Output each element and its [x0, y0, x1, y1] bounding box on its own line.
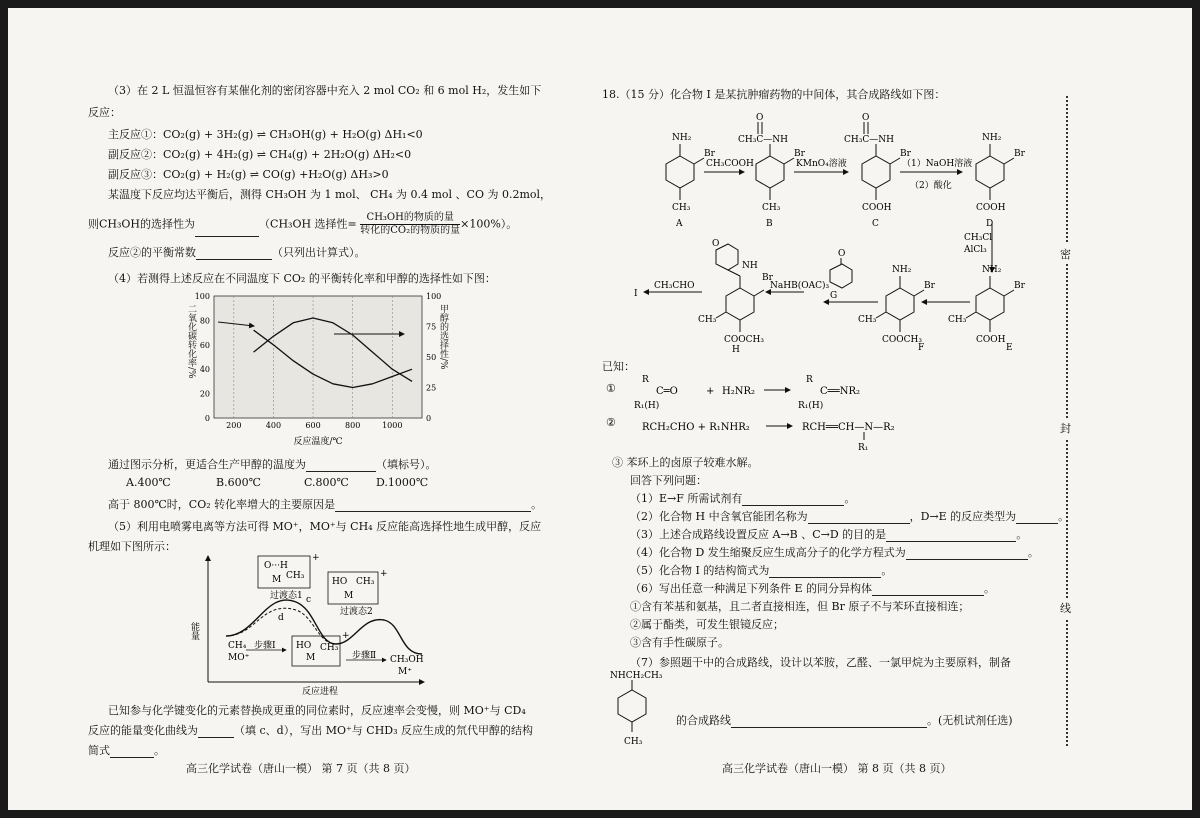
reactant-ch4: CH₄	[228, 641, 247, 651]
a3-label: （3）上述合成路线设置反应 A→B 、C→D 的目的是	[630, 528, 887, 541]
product-m: M⁺	[398, 667, 412, 677]
answer-blank-a6[interactable]	[872, 583, 984, 596]
ring-a	[666, 156, 694, 188]
equilibrium-constant-line	[108, 244, 366, 260]
a3-line: （3）上述合成路线设置反应 A→B 、C→D 的目的是 。	[630, 528, 1028, 541]
a7-post: 。(无机试剂任选)	[927, 714, 1013, 727]
q5-known2-line	[88, 722, 533, 738]
k1-carbonyl: C═O	[656, 386, 678, 397]
k1-amine: H₂NR₂	[722, 386, 756, 397]
k2-r1: R₁	[858, 443, 869, 452]
k2-reactants: RCH₂CHO + R₁NHR₂	[642, 422, 750, 433]
answer-blank-k[interactable]	[196, 247, 272, 260]
f-ch3: CH₃	[858, 315, 877, 325]
option-c: C.800℃	[304, 476, 349, 489]
f-cooch3: COOCH₃	[882, 335, 922, 345]
selectivity-def-label: （CH₃OH 选择性=	[259, 217, 357, 231]
selectivity-line	[88, 212, 517, 237]
a2-label: （2）化合物 H 中含氧官能团名称为	[630, 510, 808, 523]
reagent-cd-2: （2）酸化	[910, 181, 952, 191]
known-3: ③ 苯环上的卤原子较难水解。	[612, 456, 759, 469]
ts1-label: 过渡态1	[270, 591, 303, 601]
e-ch3: CH₃	[948, 315, 967, 325]
q3-intro-2: 反应：	[88, 106, 121, 119]
left-axis-label: 二氧化碳转化率/%	[186, 304, 196, 379]
a7-route-label: 的合成路线	[676, 714, 731, 727]
h-ch3: CH₃	[698, 315, 717, 325]
answer-blank-a2a[interactable]	[808, 511, 910, 524]
answer-blank-a1[interactable]	[742, 493, 844, 506]
d-nh2: NH₂	[982, 133, 1002, 143]
energy-xlabel: 反应进程	[302, 687, 339, 696]
a-ch3: CH₃	[672, 203, 691, 213]
a1-label: （1）E→F 所需试剂有	[630, 492, 743, 505]
y-right-tick-label: 25	[426, 383, 437, 393]
a5-line: （5）化合物 I 的结构简式为 。	[630, 564, 893, 577]
q4-hint: （填标号）。	[376, 458, 437, 471]
int-m: M	[306, 653, 316, 663]
a5-label: （5）化合物 I 的结构简式为	[630, 564, 770, 577]
footer-page8: 高三化学试卷（唐山一模） 第 8 页（共 8 页）	[722, 762, 952, 775]
option-a: A.400℃	[126, 476, 171, 489]
x-axis-label: 反应温度/℃	[293, 437, 343, 447]
side-reaction-3: 副反应③：CO₂(g) + H₂(g) ⇌ CO(g) +H₂O(g) ΔH₃>0	[108, 168, 389, 181]
reagent-ketone-o: O	[838, 249, 846, 259]
product-ch3oh: CH₃OH	[390, 655, 424, 665]
k2-num: ②	[606, 416, 616, 429]
ring-f	[886, 288, 914, 320]
fraction-numerator: CH₃OH的物质的量	[360, 212, 460, 225]
h-cooch3: COOCH₃	[724, 335, 764, 345]
q3-intro: （3）在 2 L 恒温恒容有某催化剂的密闭容器中充入 2 mol CO₂ 和 6 mol H₂，发生如下	[108, 84, 542, 97]
y-right-tick-label: 50	[426, 353, 437, 362]
q5-known1: 已知参与化学键变化的元素替换成更重的同位素时，反应速率会变慢，则 MO⁺与 CD₄	[108, 704, 526, 717]
target-molecule	[608, 670, 668, 752]
x-tick-label: 200	[226, 421, 242, 430]
exam-sheet	[8, 8, 1192, 810]
ring-b	[756, 156, 784, 188]
ts1-m: M	[272, 575, 282, 585]
q5-known3-line: 简式 。	[88, 744, 165, 757]
k1-r: R	[642, 375, 649, 385]
y-left-tick-label: 40	[199, 365, 210, 375]
x-tick-label: 600	[305, 421, 321, 430]
reagent-cd-1: （1）NaOH溶液	[902, 159, 973, 169]
ts1-ch3: CH₃	[286, 571, 305, 581]
conversion-selectivity-chart	[184, 292, 454, 452]
seal-mi: 密	[1060, 244, 1071, 264]
a2-line: （2）化合物 H 中含氧官能团名称为 ，D→E 的反应类型为 。	[630, 510, 1070, 523]
k2-product: RCH══CH—N—R₂	[802, 422, 895, 433]
seal-feng: 封	[1060, 418, 1071, 438]
q4-reason-line: 高于 800℃时，CO₂ 转化率增大的主要原因是 。	[108, 498, 543, 511]
k1-prod-r: R	[806, 375, 813, 385]
h-br: Br	[762, 273, 773, 283]
ts2-ho: HO	[332, 577, 348, 587]
q4-reason-label: 高于 800℃时，CO₂ 转化率增大的主要原因是	[108, 498, 336, 511]
label-i: I	[634, 289, 638, 299]
q4-analysis-label: 通过图示分析，更适合生产甲醇的温度为	[108, 458, 306, 471]
x-tick-label: 800	[345, 421, 361, 430]
y-right-tick-label: 0	[426, 414, 432, 423]
footer-page7: 高三化学试卷（唐山一模） 第 7 页（共 8 页）	[186, 762, 416, 775]
int-ch3: CH₃	[320, 643, 339, 653]
selectivity-fraction	[360, 212, 460, 237]
answer-blank-selectivity[interactable]	[195, 224, 259, 237]
y-left-tick-label: 0	[204, 414, 210, 423]
k1-plus: +	[706, 386, 715, 397]
a1-line: （1）E→F 所需试剂有 。	[630, 492, 856, 505]
ts2-m: M	[344, 591, 354, 601]
answer-blank-a2b[interactable]	[1016, 511, 1058, 524]
reagent-gh: NaHB(OAC)₃	[770, 281, 830, 291]
k1-r1: R₁(H)	[634, 401, 660, 410]
y-right-tick-label: 100	[426, 292, 442, 301]
energy-ylabel: 能量	[189, 622, 199, 640]
condition-2: ②属于酯类，可发生银镜反应；	[630, 618, 784, 631]
known-reaction-1	[602, 370, 902, 410]
option-b: B.600℃	[216, 476, 261, 489]
b-nhac: CH₃C—NH	[738, 135, 788, 145]
main-reaction: 主反应①：CO₂(g) + 3H₂(g) ⇌ CH₃OH(g) + H₂O(g) ΔH₁<0	[108, 128, 423, 141]
a4-label: （4）化合物 D 发生缩聚反应生成高分子的化学方程式为	[630, 546, 906, 559]
b-o: O	[756, 113, 764, 123]
answer-heading: 回答下列问题：	[630, 474, 707, 487]
k1-product: C══NR₂	[820, 386, 860, 397]
d-br: Br	[1014, 149, 1025, 159]
a4-line: （4）化合物 D 发生缩聚反应生成高分子的化学方程式为 。	[630, 546, 1039, 559]
a6-label: （6）写出任意一种满足下列条件 E 的同分异构体	[630, 582, 873, 595]
int-ho: HO	[296, 641, 312, 651]
step1-label: 步骤Ⅰ	[254, 641, 276, 651]
e-cooh: COOH	[976, 335, 1006, 345]
answer-blank-a3[interactable]	[886, 529, 1016, 542]
condition-1: ①含有苯基和氨基，且二者直接相连，但 Br 原子不与苯环直接相连；	[630, 600, 970, 613]
ts2-plus: +	[380, 569, 388, 579]
y-left-tick-label: 20	[199, 389, 210, 399]
ring-d	[976, 156, 1004, 188]
q5-known3-label: 简式	[88, 744, 110, 757]
y-left-tick-label: 60	[199, 340, 210, 350]
x-tick-label: 1000	[382, 421, 403, 430]
f-nh2: NH₂	[892, 265, 912, 275]
ketone-ring-reagent	[830, 264, 852, 288]
answer-blank-a5[interactable]	[769, 565, 881, 578]
b-br: Br	[794, 149, 805, 159]
answer-blank-reason[interactable]	[335, 499, 531, 512]
label-b: B	[766, 219, 773, 229]
curve-d-label: d	[278, 613, 284, 623]
f-br: Br	[924, 281, 935, 291]
k1-num: ①	[606, 382, 616, 395]
ts1-plus: +	[312, 553, 320, 563]
target-ch3: CH₃	[624, 737, 643, 747]
energy-diagram	[186, 550, 436, 696]
equilibrium-text: 某温度下反应均达平衡后，测得 CH₃OH 为 1 mol、 CH₄ 为 0.4 mol 、CO 为 0.2mol，	[108, 188, 552, 201]
c-nhac: CH₃C—NH	[844, 135, 894, 145]
q18-title: 18.（15 分）化合物 I 是某抗肿瘤药物的中间体，其合成路线如下图：	[602, 88, 946, 101]
label-f: F	[918, 343, 925, 353]
q5-line1: （5）利用电喷雾电离等方法可得 MO⁺，MO⁺与 CH₄ 反应能高选择性地生成甲醇，反应	[108, 520, 542, 533]
y-left-tick-label: 80	[199, 316, 210, 326]
a6-line: （6）写出任意一种满足下列条件 E 的同分异构体 。	[630, 582, 996, 595]
x-tick-label: 400	[265, 421, 282, 430]
reagent-ab: CH₃COOH	[706, 159, 754, 169]
right-axis-label: 甲醇的选择性/%	[438, 304, 448, 370]
q4-text: （4）若测得上述反应在不同温度下 CO₂ 的平衡转化率和甲醇的选择性如下图：	[108, 272, 496, 285]
c-br: Br	[900, 149, 911, 159]
a7-text: （7）参照题干中的合成路线，设计以苯胺，乙醛、一氯甲烷为主要原料，制备	[630, 656, 1011, 669]
selectivity-def-end: ×100%）。	[460, 217, 518, 231]
fraction-denominator: 转化的CO₂的物质的量	[360, 225, 461, 236]
label-c: C	[872, 219, 879, 229]
answer-blank-a7[interactable]	[731, 715, 927, 728]
e-br: Br	[1014, 281, 1025, 291]
a7-route-line	[676, 712, 1013, 728]
answer-blank-curve[interactable]	[198, 725, 234, 738]
k1-prod-r1: R₁(H)	[798, 401, 824, 410]
target-nh: NHCH₂CH₃	[610, 671, 663, 681]
reactant-mo: MO⁺	[228, 653, 250, 663]
q5-known2-label: 反应的能量变化曲线为	[88, 724, 198, 737]
known-label: 已知：	[602, 360, 635, 373]
curve-c-label: c	[306, 595, 312, 605]
ts2-label: 过渡态2	[340, 607, 373, 617]
label-a: A	[676, 219, 683, 229]
selectivity-label: 则CH₃OH的选择性为	[88, 217, 196, 231]
a-br: Br	[704, 149, 715, 159]
label-g: G	[830, 291, 838, 301]
ring-h	[726, 288, 754, 320]
known-reaction-2	[602, 412, 922, 452]
ring-c	[862, 156, 890, 188]
a2-mid: ，D→E 的反应类型为	[909, 510, 1017, 523]
option-d: D.1000℃	[376, 476, 429, 489]
answer-blank-a4[interactable]	[906, 547, 1028, 560]
reagent-hi: CH₃CHO	[654, 281, 695, 291]
label-e: E	[1006, 343, 1013, 353]
ring-e	[976, 288, 1004, 320]
k-label: 反应②的平衡常数	[108, 246, 196, 259]
answer-blank-temperature[interactable]	[306, 459, 376, 472]
label-d: D	[986, 219, 994, 229]
condition-3: ③含有手性碳原子。	[630, 636, 729, 649]
y-right-tick-label: 75	[426, 322, 437, 332]
c-cooh: COOH	[862, 203, 892, 213]
y-left-tick-label: 100	[194, 292, 210, 301]
q4-analysis-line	[108, 456, 437, 472]
d-cooh: COOH	[976, 203, 1006, 213]
h-nh: NH	[742, 261, 758, 271]
step2-label: 步骤Ⅱ	[352, 651, 377, 661]
a-nh2: NH₂	[672, 133, 692, 143]
e-nh2: NH₂	[982, 265, 1002, 275]
int-plus: +	[342, 631, 350, 641]
plot-area	[214, 296, 422, 418]
c-o: O	[862, 113, 870, 123]
label-h: H	[732, 345, 740, 354]
side-reaction-2: 副反应②：CO₂(g) + 4H₂(g) ⇌ CH₄(g) + 2H₂O(g) ΔH₂<0	[108, 148, 412, 161]
q5-known2-rest: （填 c、d），写出 MO⁺与 CHD₃ 反应生成的氘代甲醇的结构	[234, 724, 534, 737]
k-hint: （只列出计算式）。	[272, 246, 366, 259]
reagent-de-2: AlCl₃	[964, 245, 987, 255]
reagent-de-1: CH₃Cl	[964, 233, 993, 243]
b-ch3: CH₃	[762, 203, 781, 213]
synthesis-scheme	[600, 104, 1050, 354]
answer-blank-methanol[interactable]	[110, 745, 154, 758]
reagent-bc: KMnO₄溶液	[796, 159, 847, 169]
ts2-ch3: CH₃	[356, 577, 375, 587]
seal-xian: 线	[1060, 598, 1071, 618]
q5-line2: 机理如下图所示：	[88, 540, 176, 553]
h-ring-o: O	[712, 239, 720, 249]
ts1-o: O···H	[264, 561, 288, 571]
